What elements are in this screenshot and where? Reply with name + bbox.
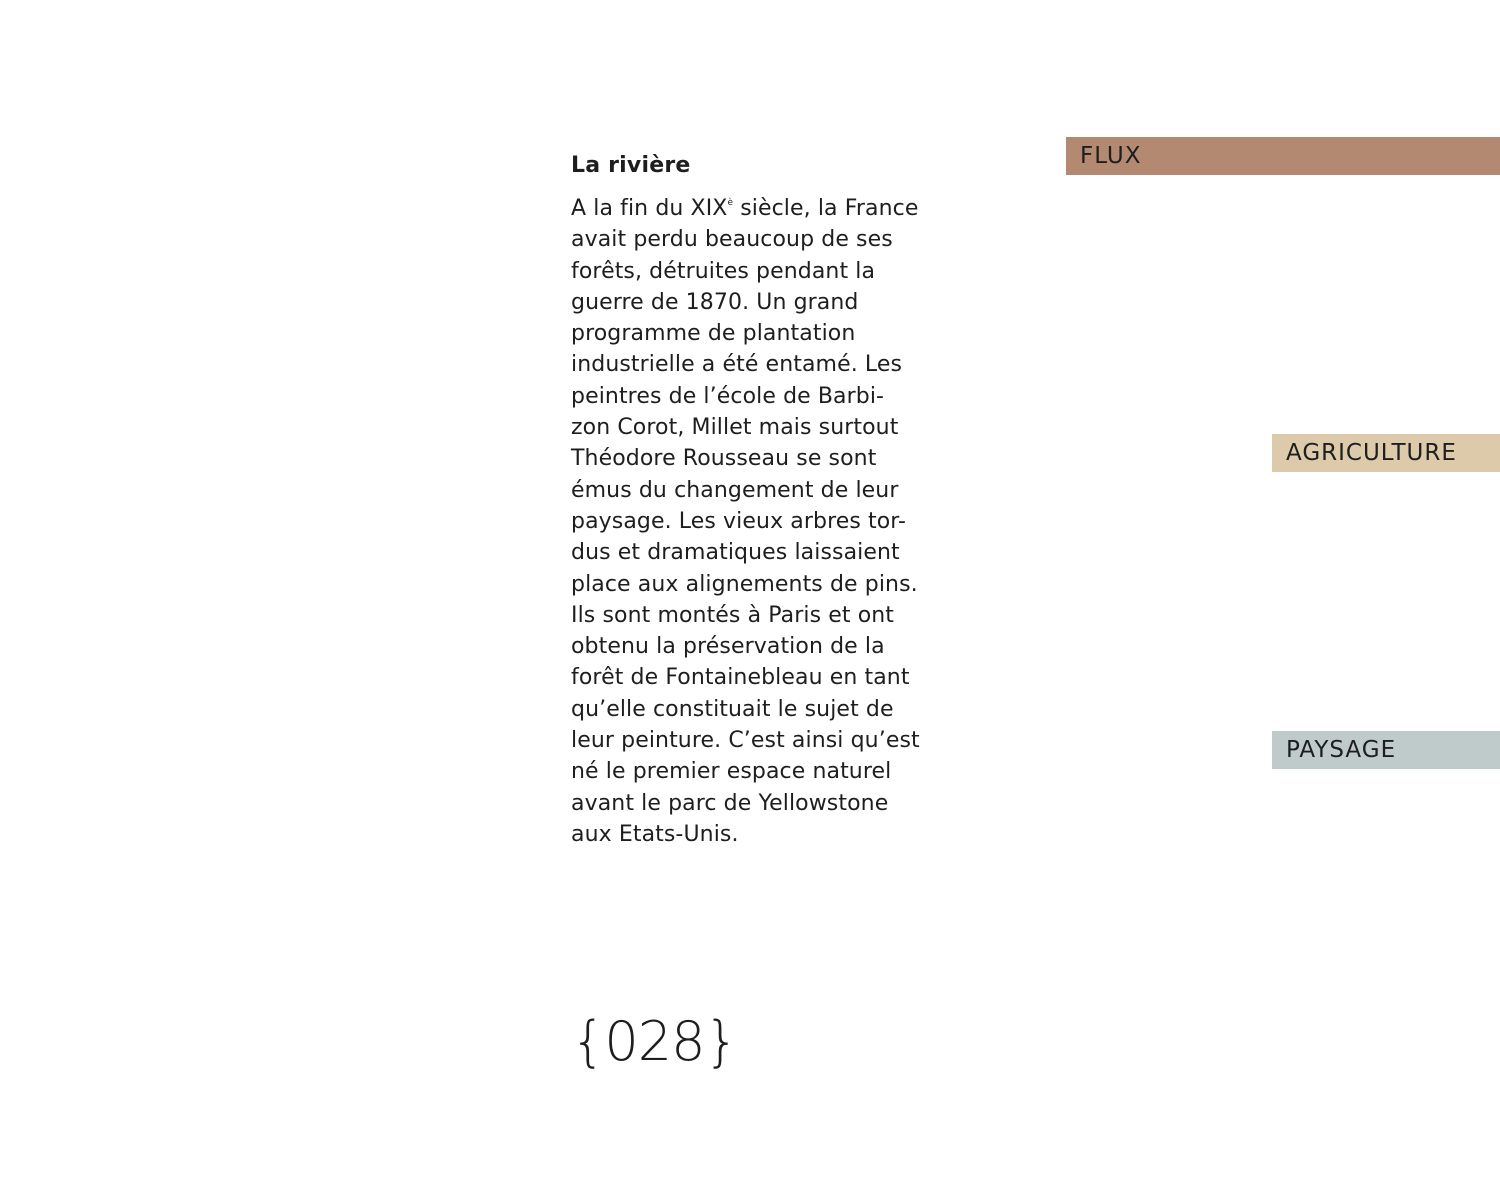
superscript: è: [727, 198, 734, 208]
article-line: Ils sont montés à Paris et ont: [571, 602, 895, 628]
article-line: forêts, détruites pendant la: [571, 258, 876, 284]
article: [571, 148, 951, 850]
article-line: paysage. Les vieux arbres tor-: [571, 508, 907, 534]
article-line: zon Corot, Millet mais surtout: [571, 415, 899, 441]
article-line: programme de plantation: [571, 321, 856, 347]
article-title: La rivière: [571, 153, 691, 178]
tag-paysage: PAYSAGE: [1272, 731, 1500, 769]
article-line: avait perdu beaucoup de ses: [571, 227, 893, 253]
page-number: {028}: [571, 1010, 738, 1073]
article-line: peintres de l’école de Barbi-: [571, 383, 885, 409]
article-line: industrielle a été entamé. Les: [571, 352, 903, 378]
article-line: né le premier espace naturel: [571, 759, 892, 785]
article-line: place aux alignements de pins.: [571, 571, 918, 597]
article-body: [571, 193, 951, 850]
article-line: forêt de Fontainebleau en tant: [571, 665, 910, 691]
tag-agriculture: AGRICULTURE: [1272, 434, 1500, 472]
article-line: émus du changement de leur: [571, 477, 899, 503]
article-line: qu’elle constituait le sujet de: [571, 696, 894, 722]
article-line: obtenu la préservation de la: [571, 634, 885, 660]
tag-flux: FLUX: [1066, 137, 1500, 175]
article-line: A la fin du $XIX^è$ siècle, la France: [571, 196, 919, 221]
article-line: dus et dramatiques laissaient: [571, 540, 900, 566]
article-line: guerre de 1870. Un grand: [571, 289, 859, 315]
article-line: leur peinture. C’est ainsi qu’est: [571, 728, 920, 754]
article-line: Théodore Rousseau se sont: [571, 446, 877, 472]
article-line: aux Etats-Unis.: [571, 821, 739, 847]
article-line: avant le parc de Yellowstone: [571, 790, 889, 816]
